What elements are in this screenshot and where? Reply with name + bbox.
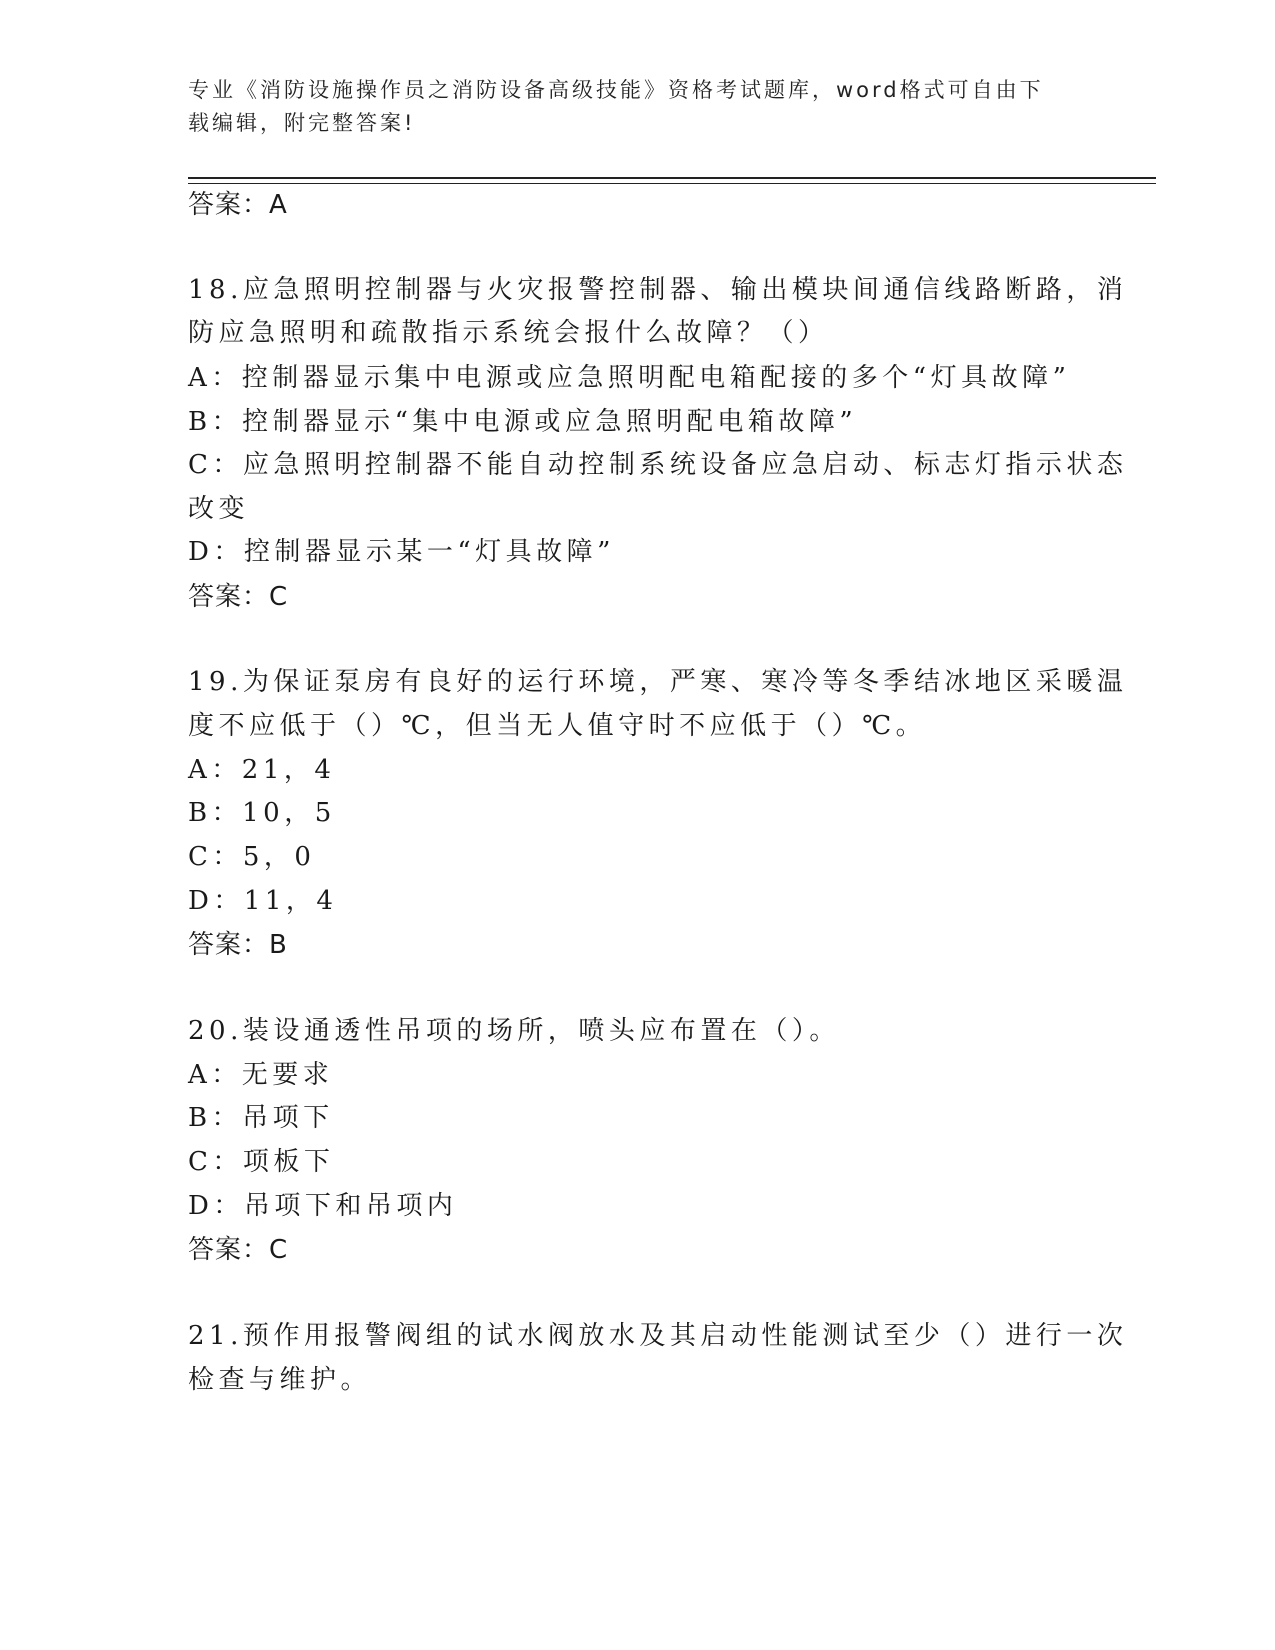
question-19-stem-line-2: 度不应低于（）℃，但当无人值守时不应低于（）℃。 (188, 711, 927, 741)
question-21-stem-line-2: 检查与维护。 (188, 1365, 372, 1395)
header-rule-thick (188, 177, 1156, 179)
question-19-option-c: C：5，0 (188, 842, 316, 872)
question-20-option-a: A：无要求 (188, 1060, 334, 1090)
question-20-option-b: B：吊项下 (188, 1103, 334, 1133)
header-line-2: 载编辑，附完整答案! (188, 111, 416, 135)
question-19-answer: 答案：B (188, 930, 288, 960)
question-19-option-d: D：11，4 (188, 886, 338, 916)
question-19-option-a: A：21，4 (188, 755, 336, 785)
question-21-stem-line-1: 21.预作用报警阀组的试水阀放水及其启动性能测试至少（）进行一次 (188, 1321, 1128, 1351)
question-19-option-b: B：10，5 (188, 798, 336, 828)
question-20-stem-line-1: 20.装设通透性吊项的场所，喷头应布置在（）。 (188, 1016, 840, 1046)
header-line-1: 专业《消防设施操作员之消防设备高级技能》资格考试题库，word格式可自由下 (188, 78, 1044, 102)
answer-17: 答案：A (188, 190, 288, 220)
question-18-option-d: D：控制器显示某一“灯具故障” (188, 537, 615, 567)
page-header (188, 74, 1068, 140)
question-18-option-a: A：控制器显示集中电源或应急照明配电箱配接的多个“灯具故障” (188, 363, 1071, 393)
question-18-stem-line-2: 防应急照明和疏散指示系统会报什么故障？（） (188, 318, 829, 348)
question-19-stem-line-1: 19.为保证泵房有良好的运行环境，严寒、寒冷等冬季结冰地区采暖温 (188, 667, 1128, 697)
question-20-answer: 答案：C (188, 1235, 289, 1265)
header-rule-thin (188, 183, 1156, 184)
question-18-option-b: B：控制器显示“集中电源或应急照明配电箱故障” (188, 407, 858, 437)
question-18-answer: 答案：C (188, 582, 289, 612)
question-18-stem-line-1: 18.应急照明控制器与火灾报警控制器、输出模块间通信线路断路，消 (188, 275, 1128, 305)
question-18-option-c-line-1: C：应急照明控制器不能自动控制系统设备应急启动、标志灯指示状态 (188, 450, 1128, 480)
question-18-option-c-line-2: 改变 (188, 494, 250, 524)
question-20-option-c: C：项板下 (188, 1147, 335, 1177)
question-20-option-d: D：吊项下和吊项内 (188, 1191, 458, 1221)
